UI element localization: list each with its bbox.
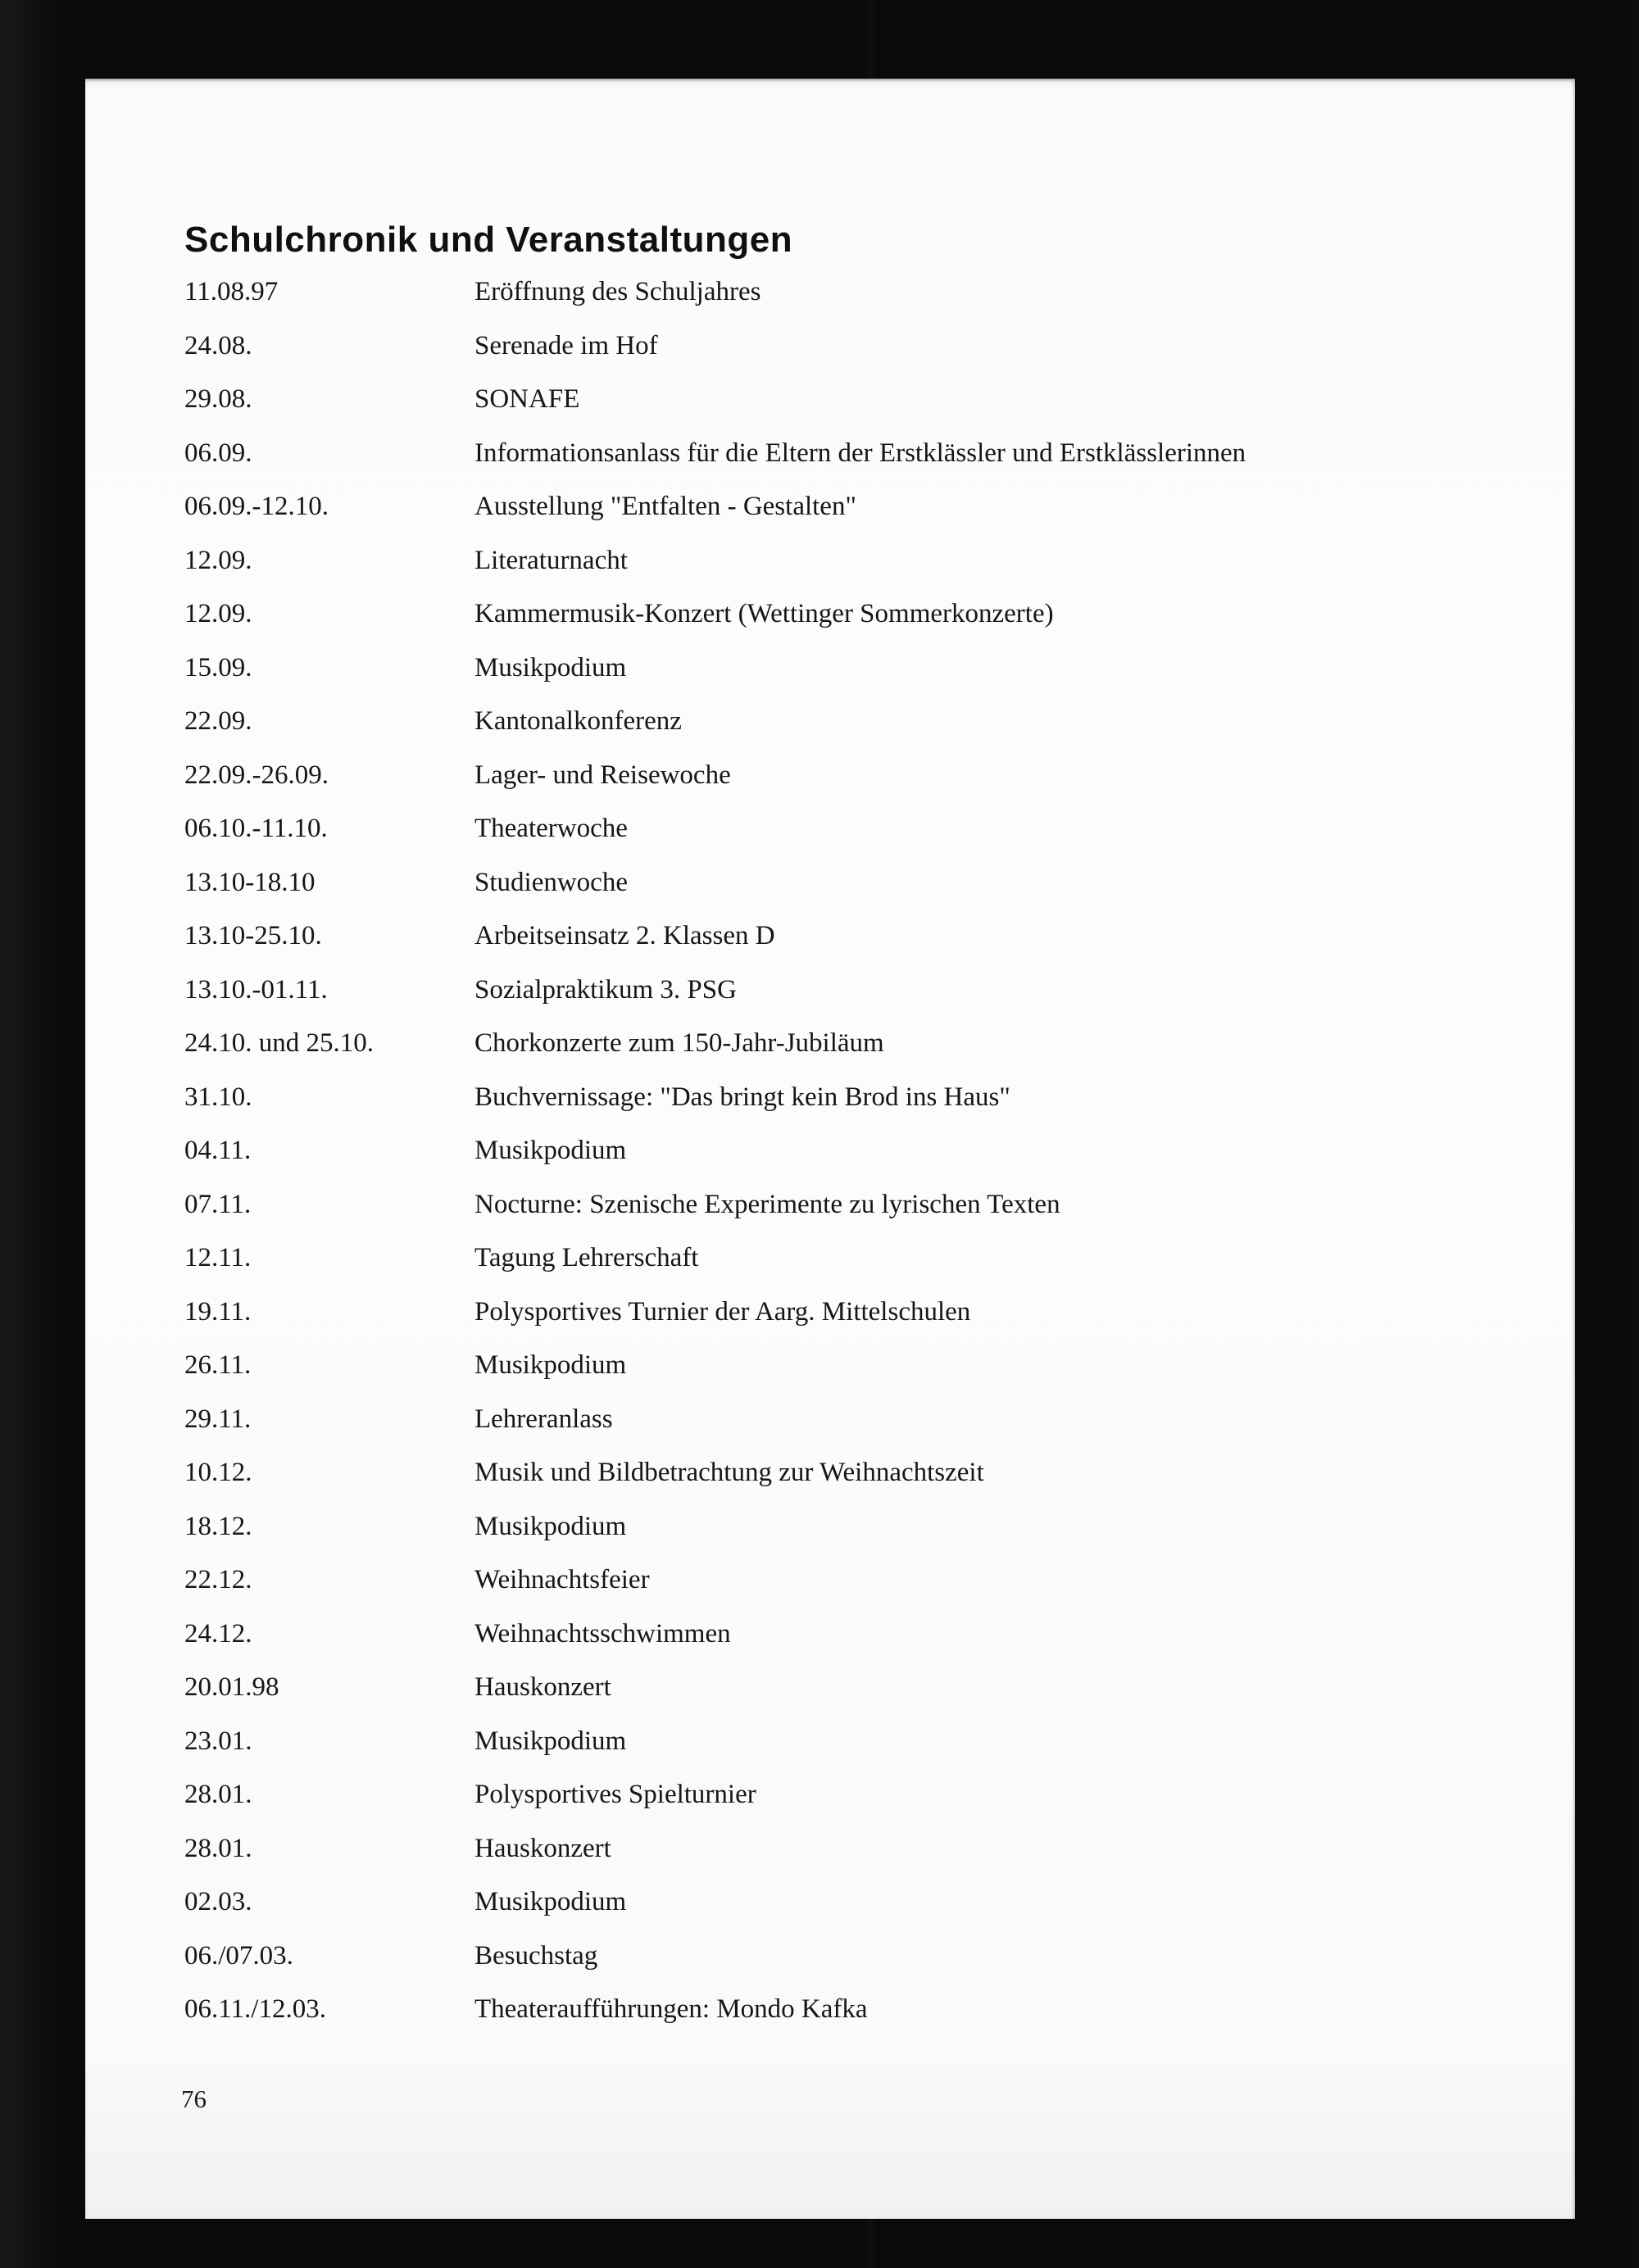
event-title: Kammermusik-Konzert (Wettinger Sommerkonzerte) — [474, 599, 1054, 628]
event-title: Lehreranlass — [474, 1404, 613, 1434]
event-title: Musikpodium — [474, 1350, 627, 1380]
event-row — [184, 749, 1528, 803]
event-date: 24.10. und 25.10. — [184, 1028, 374, 1058]
event-date: 24.12. — [184, 1618, 252, 1649]
event-title: Musik und Bildbetrachtung zur Weihnachtszeit — [474, 1458, 984, 1487]
event-row — [184, 265, 1528, 320]
event-title: Lager- und Reisewoche — [474, 760, 731, 790]
event-row — [184, 909, 1528, 964]
event-list — [184, 265, 1528, 2037]
event-row — [184, 1930, 1528, 1984]
event-title: Informationsanlass für die Eltern der Erstklässler und Erstklässlerinnen — [474, 438, 1246, 468]
event-title: Studienwoche — [474, 867, 628, 897]
event-row — [184, 642, 1528, 696]
event-date: 22.09. — [184, 706, 252, 736]
event-row — [184, 1608, 1528, 1662]
event-date: 06.10.-11.10. — [184, 814, 328, 843]
event-date: 29.08. — [184, 384, 252, 414]
event-date: 13.10-18.10 — [184, 867, 316, 897]
event-date: 07.11. — [184, 1189, 252, 1219]
event-row — [184, 1339, 1528, 1393]
event-row — [184, 1983, 1528, 2037]
event-row — [184, 534, 1528, 588]
event-date: 26.11. — [184, 1350, 252, 1380]
event-date: 13.10.-01.11. — [184, 974, 328, 1005]
event-date: 06./07.03. — [184, 1940, 293, 1971]
event-row — [184, 1822, 1528, 1876]
event-title: Hauskonzert — [474, 1833, 611, 1863]
event-row — [184, 1071, 1528, 1125]
page-title: Schulchronik und Veranstaltungen — [184, 220, 793, 261]
event-row — [184, 1554, 1528, 1608]
event-date: 06.09. — [184, 438, 252, 468]
event-date: 06.09.-12.10. — [184, 492, 329, 521]
event-row — [184, 427, 1528, 481]
event-row — [184, 856, 1528, 910]
event-row — [184, 587, 1528, 642]
event-row — [184, 1715, 1528, 1769]
event-row — [184, 695, 1528, 749]
event-row — [184, 1017, 1528, 1071]
event-title: Musikpodium — [474, 1726, 627, 1756]
event-row — [184, 1286, 1528, 1340]
event-date: 29.11. — [184, 1404, 252, 1434]
event-row — [184, 1232, 1528, 1286]
event-date: 28.01. — [184, 1780, 252, 1809]
event-date: 12.11. — [184, 1243, 252, 1272]
event-title: Musikpodium — [474, 1887, 627, 1916]
event-title: Nocturne: Szenische Experimente zu lyrischen Texten — [474, 1189, 1060, 1219]
document-page — [85, 79, 1575, 2219]
event-title: Buchvernissage: "Das bringt kein Brod ins Haus" — [474, 1082, 1010, 1112]
event-title: SONAFE — [474, 384, 580, 414]
event-title: Chorkonzerte zum 150-Jahr-Jubiläum — [474, 1028, 884, 1058]
event-date: 19.11. — [184, 1296, 252, 1327]
event-title: Polysportives Turnier der Aarg. Mittelschulen — [474, 1296, 971, 1327]
event-title: Literaturnacht — [474, 545, 628, 575]
event-title: Hauskonzert — [474, 1672, 611, 1702]
event-title: Musikpodium — [474, 652, 627, 683]
event-row — [184, 1876, 1528, 1930]
event-title: Musikpodium — [474, 1136, 627, 1165]
event-row — [184, 1178, 1528, 1232]
event-title: Sozialpraktikum 3. PSG — [474, 974, 737, 1005]
event-row — [184, 320, 1528, 374]
event-row — [184, 373, 1528, 427]
event-row — [184, 480, 1528, 534]
event-date: 13.10-25.10. — [184, 921, 322, 950]
event-title: Kantonalkonferenz — [474, 706, 682, 736]
event-date: 11.08.97 — [184, 277, 279, 306]
event-date: 12.09. — [184, 545, 252, 575]
event-date: 06.11./12.03. — [184, 1994, 326, 2024]
event-title: Serenade im Hof — [474, 330, 658, 361]
page-number: 76 — [181, 2084, 207, 2113]
event-date: 22.12. — [184, 1565, 252, 1594]
event-title: Ausstellung "Entfalten - Gestalten" — [474, 492, 856, 521]
event-date: 18.12. — [184, 1511, 252, 1541]
event-date: 31.10. — [184, 1082, 252, 1112]
event-title: Theateraufführungen: Mondo Kafka — [474, 1994, 868, 2024]
event-date: 02.03. — [184, 1887, 252, 1916]
event-date: 04.11. — [184, 1136, 252, 1165]
event-title: Theaterwoche — [474, 814, 628, 843]
event-row — [184, 1500, 1528, 1554]
event-title: Eröffnung des Schuljahres — [474, 277, 761, 306]
event-row — [184, 1446, 1528, 1500]
event-date: 10.12. — [184, 1458, 252, 1487]
event-date: 24.08. — [184, 330, 252, 361]
event-row — [184, 1661, 1528, 1715]
event-date: 23.01. — [184, 1726, 252, 1756]
event-date: 15.09. — [184, 652, 252, 683]
event-row — [184, 964, 1528, 1018]
event-title: Tagung Lehrerschaft — [474, 1243, 699, 1272]
event-title: Musikpodium — [474, 1511, 627, 1541]
event-title: Weihnachtsschwimmen — [474, 1618, 731, 1649]
event-date: 12.09. — [184, 599, 252, 628]
event-date: 20.01.98 — [184, 1672, 279, 1702]
event-title: Weihnachtsfeier — [474, 1565, 650, 1594]
event-row — [184, 1124, 1528, 1178]
event-date: 22.09.-26.09. — [184, 760, 329, 790]
event-title: Arbeitseinsatz 2. Klassen D — [474, 921, 775, 950]
event-date: 28.01. — [184, 1833, 252, 1863]
event-title: Besuchstag — [474, 1940, 598, 1971]
event-row — [184, 1768, 1528, 1822]
event-row — [184, 802, 1528, 856]
event-row — [184, 1393, 1528, 1447]
event-title: Polysportives Spielturnier — [474, 1780, 756, 1809]
